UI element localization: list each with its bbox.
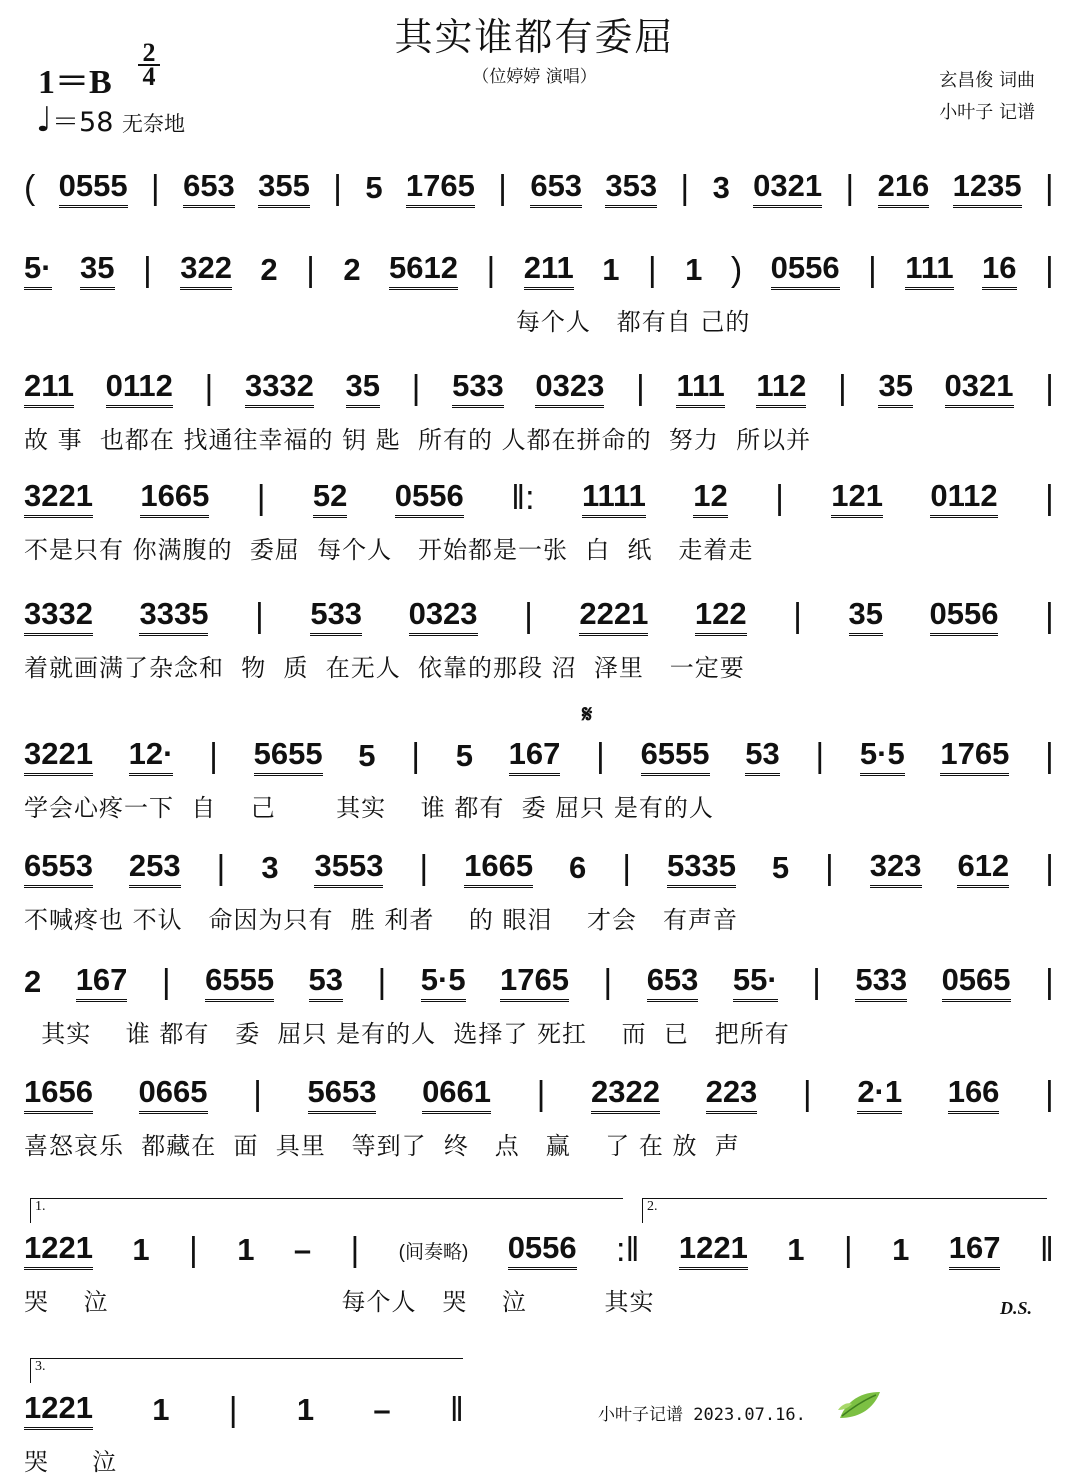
note-group: 1 (787, 1232, 805, 1267)
barline: | (647, 250, 657, 289)
note-group: 3332 (24, 596, 93, 636)
note-group: 35 (878, 368, 912, 408)
time-signature-bottom: 4 (142, 62, 156, 91)
lyrics-line: 每个人 都有自 己的 (24, 308, 751, 336)
transcriber-credit: 小叶子 记谱 (939, 102, 1035, 123)
note-group: 53 (745, 736, 779, 776)
lyrics-line: 不喊疼也 不认 命因为只有 胜 利者 的 眼泪 才会 有声音 (24, 906, 738, 934)
barline: | (680, 168, 690, 207)
note-group: 35 (80, 250, 114, 290)
note-group: 0556 (930, 596, 999, 636)
barline: | (204, 368, 214, 407)
barline: | (1045, 478, 1054, 517)
segno-icon: 𝄋 (582, 700, 593, 728)
note-group: 1665 (140, 478, 209, 518)
barline: | (350, 1230, 360, 1269)
note-group: 5335 (667, 848, 736, 888)
volta-bracket-3 (30, 1358, 463, 1383)
note-group: 1 (132, 1232, 150, 1267)
notes-row (24, 242, 1054, 298)
barline: | (498, 168, 508, 207)
note-group: 211 (24, 368, 74, 408)
note-group: 2 (260, 252, 278, 287)
barline: | (256, 478, 266, 517)
note-group: 1656 (24, 1074, 93, 1114)
note-group: 1 (685, 252, 703, 287)
barline: | (142, 250, 152, 289)
barline: | (838, 368, 847, 407)
barline: | (377, 962, 387, 1001)
note-group: 3 (712, 170, 730, 205)
barline: | (1044, 250, 1054, 289)
note-group: 55· (733, 962, 778, 1002)
leaf-icon (836, 1388, 882, 1422)
volta-label-1: 1. (35, 1199, 46, 1214)
barline: | (815, 736, 825, 775)
barline: | (209, 736, 218, 775)
note-group: 0323 (409, 596, 478, 636)
note-group: 112 (756, 368, 806, 408)
barline: | (1044, 168, 1054, 207)
note-group: 253 (129, 848, 181, 888)
lyrics-line: 喜怒哀乐 都藏在 面 具里 等到了 终 点 赢 了 在 放 声 (24, 1132, 740, 1160)
note-group: 167 (949, 1230, 1001, 1270)
note-group: 1221 (24, 1230, 93, 1270)
key-signature: 1＝B (38, 64, 112, 101)
tempo-value: ＝58 (52, 107, 114, 138)
note-group: 1 (892, 1232, 910, 1267)
note-group: 612 (957, 848, 1009, 888)
note-group: 533 (310, 596, 362, 636)
barline: | (411, 736, 421, 775)
note-group: 5 (455, 738, 473, 773)
notes-row (24, 1382, 464, 1438)
note-group: 3221 (24, 736, 93, 776)
barline: | (1045, 848, 1054, 887)
note-group: 1 (152, 1392, 170, 1427)
tempo-expression: 无奈地 (122, 112, 185, 136)
note-group: 5612 (389, 250, 458, 290)
barline: ‖ (1039, 1230, 1054, 1269)
note-group: 216 (878, 168, 930, 208)
note-group: 3553 (314, 848, 383, 888)
barline: | (524, 596, 533, 635)
note-group: 111 (676, 368, 724, 408)
note-group: 5·5 (860, 736, 905, 776)
note-group: 1111 (582, 478, 646, 518)
bracket: ( (24, 168, 36, 207)
note-group: 0321 (945, 368, 1014, 408)
footer-credit: 小叶子记谱 2023.07.16. (598, 1405, 806, 1425)
note-group: 1 (602, 252, 620, 287)
note-group: 5 (365, 170, 383, 205)
note-group: 5·5 (421, 962, 466, 1002)
note-group: 5 (358, 738, 376, 773)
note-group: 3332 (245, 368, 314, 408)
notes-row (24, 840, 1054, 896)
note-group: 0555 (59, 168, 128, 208)
note-group: 1221 (24, 1390, 93, 1430)
note-group: 1235 (953, 168, 1022, 208)
note-group: 3335 (139, 596, 208, 636)
note-group: 5 (771, 850, 790, 885)
barline: | (843, 1230, 853, 1269)
barline: | (1044, 962, 1054, 1001)
notes-row (24, 360, 1054, 416)
barline: ‖ (449, 1390, 464, 1429)
note-group: 211 (524, 250, 574, 290)
notes-row (24, 470, 1054, 526)
lyricist-credit: 玄昌俊 词曲 (939, 70, 1035, 91)
note-group: 35 (346, 368, 380, 408)
barline: ‖: (511, 478, 535, 517)
barline: | (419, 848, 429, 887)
note-group: 2 (343, 252, 361, 287)
note-group: 1765 (500, 962, 569, 1002)
note-group: 0112 (930, 478, 997, 518)
barline: | (216, 848, 226, 887)
note-group: 1765 (406, 168, 475, 208)
note-group: 3 (261, 850, 279, 885)
barline: | (812, 962, 821, 1001)
note-group: 653 (530, 168, 582, 208)
note-group: 111 (905, 250, 953, 290)
note-group: 5653 (308, 1074, 377, 1114)
note-group: 2·1 (857, 1074, 902, 1114)
barline: | (868, 250, 877, 289)
volta-label-2: 2. (647, 1199, 658, 1214)
barline: | (486, 250, 496, 289)
note-group: 1765 (940, 736, 1009, 776)
dal-segno-mark: D.S. (1000, 1298, 1033, 1318)
lyrics-line: 不是只有 你满腹的 委屈 每个人 开始都是一张 白 纸 走着走 (24, 536, 754, 564)
barline: | (254, 596, 264, 635)
note-group: 1 (237, 1232, 255, 1267)
note-group: 355 (258, 168, 310, 208)
note-group: 0321 (753, 168, 822, 208)
note-group: 0661 (422, 1074, 491, 1114)
note-group: 167 (509, 736, 561, 776)
barline: | (793, 596, 802, 635)
note-group: 166 (948, 1074, 1000, 1114)
note-group: 653 (647, 962, 699, 1002)
notes-row (24, 728, 1054, 784)
note-group: 12· (129, 736, 174, 776)
note-group: 0665 (139, 1074, 208, 1114)
lyrics-line: 着就画满了杂念和 物 质 在无人 依靠的那段 沼 泽里 一定要 (24, 654, 745, 682)
interlude-note: (间奏略) (398, 1241, 469, 1263)
note-group: 121 (831, 478, 883, 518)
barline: | (1045, 736, 1054, 775)
note-group: 0565 (942, 962, 1011, 1002)
note-group: 2322 (591, 1074, 660, 1114)
note-group: – (293, 1232, 312, 1267)
note-group: 0556 (395, 478, 464, 518)
note-group: – (373, 1392, 391, 1427)
barline: | (1045, 1074, 1054, 1113)
note-group: 122 (695, 596, 747, 636)
note-group: 1 (296, 1392, 315, 1427)
barline: :‖ (616, 1230, 640, 1269)
barline: | (161, 962, 171, 1001)
notes-row (24, 588, 1054, 644)
time-signature-top: 2 (142, 38, 156, 67)
note-group: 533 (452, 368, 504, 408)
note-group: 35 (849, 596, 883, 636)
note-group: 223 (706, 1074, 758, 1114)
lyrics-line: 故 事 也都在 找通往幸福的 钥 匙 所有的 人都在拼命的 努力 所以并 (24, 426, 812, 454)
barline: | (411, 368, 421, 407)
notes-row (24, 954, 1054, 1010)
note-group: 12 (693, 478, 727, 518)
tempo-marking (36, 100, 185, 140)
note-group: 3221 (24, 478, 93, 518)
time-signature (138, 38, 160, 91)
barline: | (333, 168, 343, 207)
barline: | (1045, 368, 1054, 407)
note-group: 6555 (641, 736, 710, 776)
singer-credit: （位婷婷 演唱） (472, 67, 597, 87)
note-group: 167 (76, 962, 128, 1002)
barline: | (596, 736, 605, 775)
barline: | (825, 848, 834, 887)
barline: | (802, 1074, 812, 1113)
note-group: 1665 (464, 848, 533, 888)
lyrics-line: 哭 泣 每个人 哭 泣 其实 (24, 1288, 655, 1316)
note-group: 53 (309, 962, 343, 1002)
note-group: 353 (605, 168, 657, 208)
barline: | (150, 168, 160, 207)
note-group: 2 (24, 964, 42, 999)
barline: | (603, 962, 613, 1001)
note-group: 0112 (106, 368, 173, 408)
note-group: 52 (313, 478, 347, 518)
note-group: 322 (180, 250, 232, 290)
barline: | (536, 1074, 546, 1113)
note-group: 6555 (205, 962, 274, 1002)
barline: | (636, 368, 645, 407)
barline: | (306, 250, 315, 289)
note-group: 0556 (771, 250, 840, 290)
barline: | (188, 1230, 198, 1269)
barline: | (845, 168, 855, 207)
volta-label-3: 3. (35, 1359, 46, 1374)
note-group: 533 (855, 962, 907, 1002)
note-group: 6553 (24, 848, 93, 888)
note-group: 16 (982, 250, 1016, 290)
notes-row (24, 1222, 1054, 1278)
note-group: 0556 (508, 1230, 577, 1270)
score-title: 其实谁都有委屈 (394, 15, 675, 59)
note-group: 2221 (579, 596, 648, 636)
quarter-note-icon: ♩ (36, 100, 53, 140)
volta-bracket-1 (30, 1198, 623, 1223)
note-group: 0323 (535, 368, 604, 408)
note-group: 5655 (254, 736, 323, 776)
notes-row (24, 160, 1054, 216)
note-group: 6 (569, 850, 587, 885)
volta-bracket-2 (642, 1198, 1047, 1223)
lyrics-line: 哭 泣 (24, 1448, 118, 1476)
bracket: ) (730, 250, 743, 289)
note-group: 1221 (679, 1230, 748, 1270)
notes-row (24, 1066, 1054, 1122)
barline: | (228, 1390, 238, 1429)
barline: | (775, 478, 784, 517)
note-group: 323 (870, 848, 922, 888)
note-group: 653 (183, 168, 235, 208)
barline: | (1045, 596, 1054, 635)
note-group: 5· (24, 250, 52, 290)
barline: | (253, 1074, 262, 1113)
lyrics-line: 其实 谁 都有 委 屈只 是有的人 选择了 死扛 而 已 把所有 (24, 1020, 790, 1048)
lyrics-line: 学会心疼一下 自 己 其实 谁 都有 委 屈只 是有的人 (24, 794, 714, 822)
barline: | (622, 848, 632, 887)
